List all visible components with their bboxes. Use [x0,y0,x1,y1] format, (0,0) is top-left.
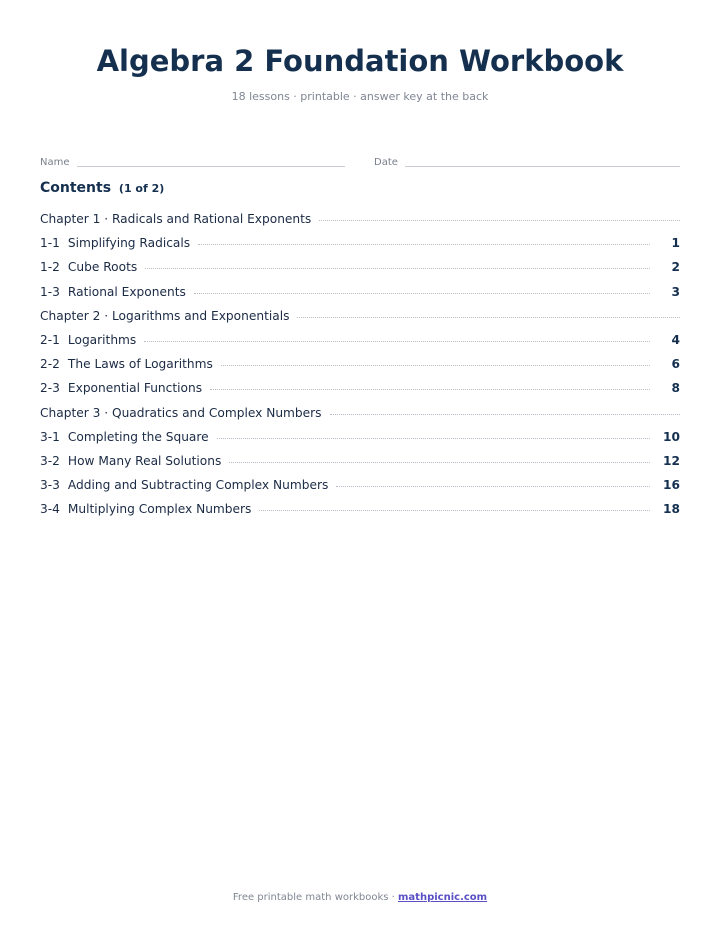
dot-leader [198,244,650,245]
page-number: 16 [663,478,680,493]
toc-chapter-row[interactable] [40,406,680,430]
lesson-code: 3-1 [40,429,60,444]
lesson-code: 1-3 [40,284,60,299]
lesson-code: 2-3 [40,381,60,396]
toc-lesson-row[interactable] [40,478,680,502]
dot-leader [330,414,680,415]
footer-link[interactable]: mathpicnic.com [398,892,488,903]
toc-lesson-row[interactable] [40,285,680,309]
lesson-title: Rational Exponents [67,284,186,299]
footer-text: Free printable math workbooks · [232,892,399,903]
dot-leader [145,268,650,269]
page-title: Algebra 2 Foundation Workbook [96,44,624,78]
lesson-title: Cube Roots [67,260,138,275]
lesson-code: 2-1 [40,332,60,347]
lesson-title: Exponential Functions [67,381,203,396]
page-number: 8 [671,381,680,396]
page-number: 3 [671,284,680,299]
dot-leader [336,486,650,487]
table-of-contents [40,212,680,526]
dot-leader [229,462,650,463]
dot-leader [221,365,650,366]
page-number: 1 [671,236,680,251]
contents-heading [40,180,164,196]
lesson-code: 3-2 [40,453,60,468]
toc-lesson-row[interactable] [40,430,680,454]
lesson-title: Adding and Subtracting Complex Numbers [67,478,329,493]
toc-chapter-row[interactable] [40,212,680,236]
toc-lesson-row[interactable] [40,357,680,381]
lesson-title: Simplifying Radicals [67,236,191,251]
name-label: Name [40,157,70,168]
lesson-title: Completing the Square [67,429,209,444]
dot-leader [194,293,650,294]
date-line[interactable] [405,158,680,167]
footer [0,892,720,903]
toc-lesson-row[interactable] [40,502,680,526]
dot-leader [210,389,650,390]
chapter-title: Chapter 1 · Radicals and Rational Exponents [40,212,312,226]
lesson-title: How Many Real Solutions [67,453,222,468]
page-number: 12 [663,453,680,468]
lesson-title: Logarithms [67,332,137,347]
chapter-title: Chapter 3 · Quadratics and Complex Numbers [40,405,322,420]
chapter-title: Chapter 2 · Logarithms and Exponentials [40,308,290,323]
lesson-title: Multiplying Complex Numbers [67,502,252,517]
page-number: 18 [663,502,680,517]
lesson-code: 3-4 [40,502,60,517]
toc-lesson-row[interactable] [40,236,680,260]
lesson-code: 1-2 [40,260,60,275]
page-number: 2 [671,260,680,275]
page-number: 4 [671,332,680,347]
contents-title: Contents [40,180,112,196]
page-number: 10 [663,429,680,444]
toc-lesson-row[interactable] [40,333,680,357]
lesson-code: 1-1 [40,236,60,251]
page-number: 6 [671,357,680,372]
page-subtitle: 18 lessons · printable · answer key at the back [231,90,489,103]
toc-chapter-row[interactable] [40,309,680,333]
dot-leader [217,438,650,439]
dot-leader [319,220,680,221]
contents-count: (1 of 2) [118,182,165,195]
date-label: Date [374,157,398,168]
name-field[interactable] [40,152,345,168]
toc-lesson-row[interactable] [40,260,680,284]
lesson-code: 2-2 [40,357,60,372]
toc-lesson-row[interactable] [40,454,680,478]
student-fields [40,152,680,168]
dot-leader [144,341,650,342]
lesson-title: The Laws of Logarithms [67,357,213,372]
name-line[interactable] [77,158,345,167]
toc-lesson-row[interactable] [40,381,680,405]
date-field[interactable] [374,152,680,168]
dot-leader [259,510,650,511]
dot-leader [297,317,680,318]
lesson-code: 3-3 [40,478,60,493]
